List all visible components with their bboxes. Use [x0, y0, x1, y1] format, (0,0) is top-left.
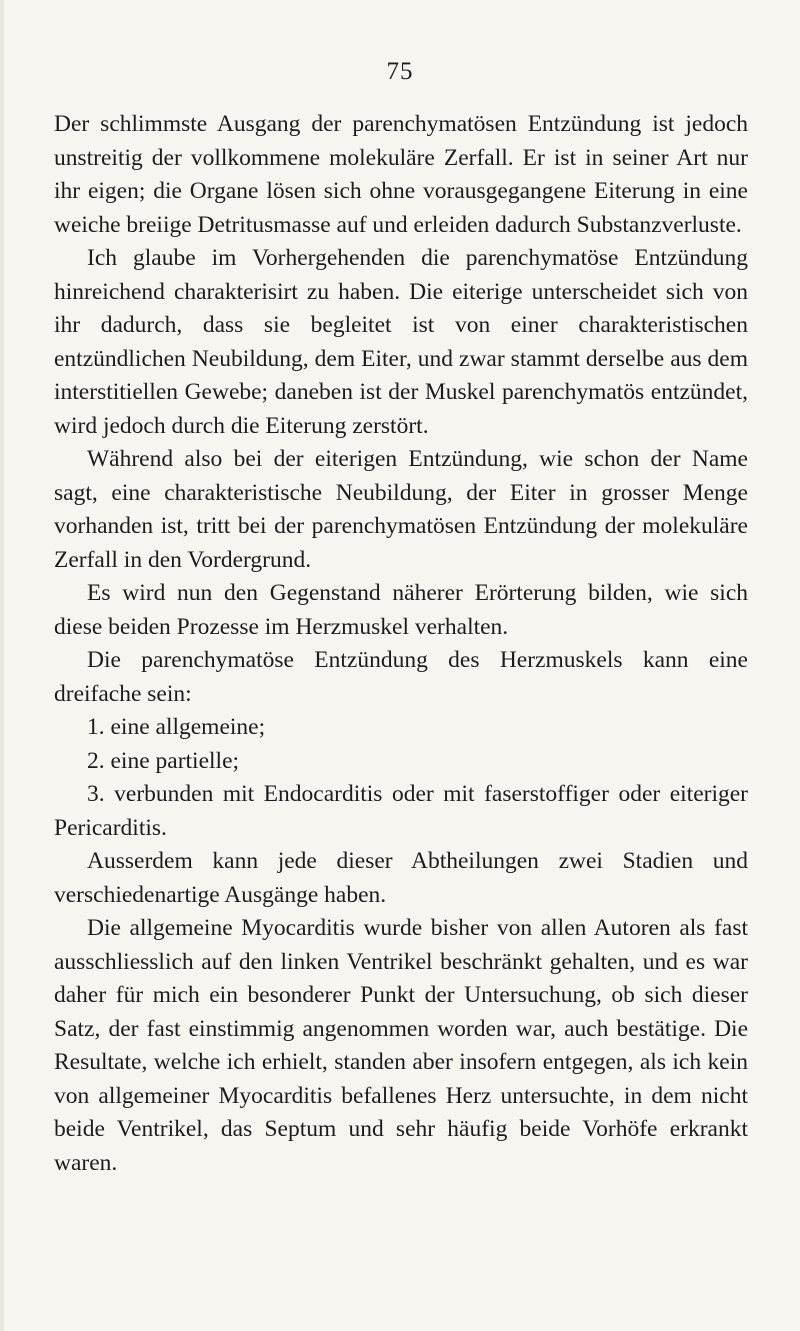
- body-text: [54, 108, 748, 1180]
- paragraph-purulent-distinction: Ich glaube im Vorhergehenden die parenchymatöse Entzündung hinreichend charakterisirt zu haben. Die eiterige unterscheidet sich von ihr dadurch, dass sie begleitet ist von einer charakteristischen entzündlichen Neubildung, dem Eiter, und zwar stammt derselbe aus dem interstitiellen Gewebe; daneben ist der Muskel parenchymatös entzündet, wird jedoch durch die Eiterung zerstört.: [54, 245, 748, 439]
- paragraph-heart-muscle-intro: Es wird nun den Gegenstand näherer Erörterung bilden, wie sich diese beiden Prozesse im Herzmuskel verhalten.: [54, 580, 748, 640]
- page-edge-shadow: [0, 0, 4, 1331]
- paragraph-threefold: Die parenchymatöse Entzündung des Herzmuskels kann eine dreifache sein:: [54, 647, 748, 707]
- paragraph-general-myocarditis: Die allgemeine Myocarditis wurde bisher von allen Autoren als fast ausschliesslich auf den linken Ventrikel beschränkt gehalten, und es war daher für mich ein besonderer Punkt der Untersuchung, ob sich dieser Satz, der fast einstimmig angenommen worden war, auch bestätige. Die Resultate, welche ich erhielt, standen aber insofern entgegen, als ich kein von allgemeiner Myocarditis befallenes Herz untersuchte, in dem nicht beide Ventrikel, das Septum und sehr häufig beide Vorhöfe erkrankt waren.: [54, 915, 748, 1176]
- paragraph-molecular-decay: Der schlimmste Ausgang der parenchymatösen Entzündung ist jedoch unstreitig der vollkommene molekuläre Zerfall. Er ist in seiner Art nur ihr eigen; die Organe lösen sich ohne vorausgegangene Eiterung in eine weiche breiige Detritusmasse auf und erleiden dadurch Substanzverluste.: [54, 111, 748, 238]
- paragraph-stages: Ausserdem kann jede dieser Abtheilungen zwei Stadien und verschiedenartige Ausgänge haben.: [54, 848, 748, 908]
- page-number: 75: [386, 58, 414, 85]
- list-item-general: 1. eine allgemeine;: [87, 714, 266, 740]
- list-item-partial: 2. eine partielle;: [87, 747, 240, 774]
- list-item-combined: 3. verbunden mit Endocarditis oder mit faserstoffiger oder eiteriger Pericarditis.: [54, 781, 748, 841]
- paragraph-comparison: Während also bei der eiterigen Entzündung, wie schon der Name sagt, eine charakteristische Neubildung, der Eiter in grosser Menge vorhanden ist, tritt bei der parenchymatösen Entzündung der molekuläre Zerfall in den Vordergrund.: [54, 446, 748, 573]
